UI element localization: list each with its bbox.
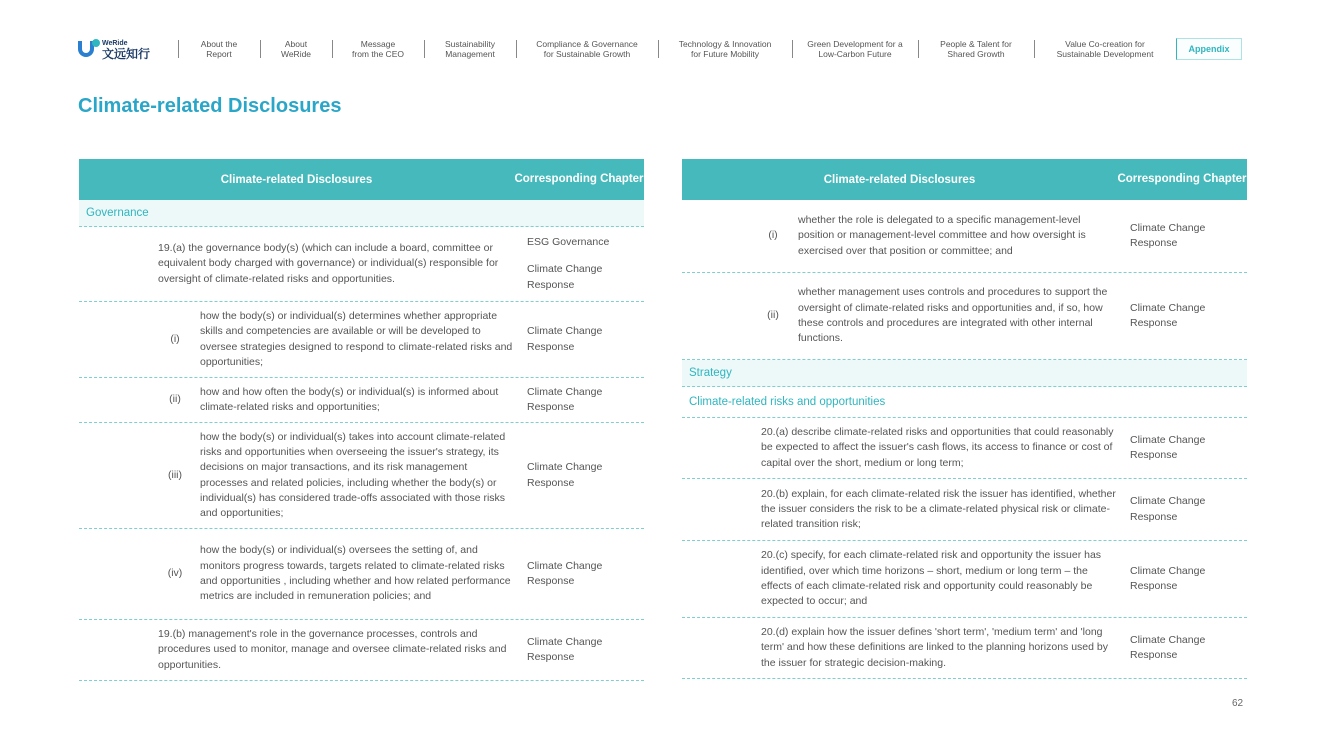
nav-label-line: Shared Growth	[947, 49, 1005, 59]
row-text: how and how often the body(s) or individual(s) is informed about climate-related risks and opportunities;	[200, 385, 499, 413]
table-header	[79, 159, 644, 200]
chapter-link[interactable]: Climate Change Response	[527, 635, 603, 663]
header-chapter: Corresponding Chapter	[514, 173, 644, 185]
nav-label-line: Green Development for a	[807, 39, 903, 49]
nav-item-5[interactable]	[658, 38, 792, 60]
section-governance: Governance	[79, 200, 644, 227]
nav-label-line: for Sustainable Growth	[543, 49, 631, 59]
row-number: (iii)	[168, 468, 182, 481]
table-row	[79, 423, 644, 529]
chapter-link[interactable]: Climate Change Response	[527, 263, 603, 291]
nav-label-line: from the CEO	[352, 49, 404, 59]
chapter-navigation	[178, 38, 1242, 60]
nav-label-line: Sustainable Development	[1056, 49, 1154, 59]
nav-item-appendix[interactable]	[1176, 38, 1242, 60]
nav-label-line: About	[284, 39, 308, 49]
nav-item-7[interactable]	[918, 38, 1034, 60]
row-text: 20.(c) specify, for each climate-related risk and opportunity the issuer has identified, over which time horizons – short, medium or long term – the effects of each climate-related risk and opportunity could reasonably be expected to occur; and	[761, 549, 1102, 608]
section-climate-risks: Climate-related risks and opportunities	[682, 387, 1247, 418]
chapter-link[interactable]: Climate Change Response	[1130, 301, 1206, 329]
disclosures-table-right	[682, 159, 1247, 679]
row-text: 20.(a) describe climate-related risks and opportunities that could reasonably be expected to affect the issuer's cash flows, its access to finance or cost of capital over the short, medium or long term;	[761, 426, 1114, 469]
table-header	[682, 159, 1247, 200]
table-row	[682, 541, 1247, 618]
chapter-link[interactable]: Climate Change Response	[1130, 221, 1206, 249]
logo-chinese-text: 文远知行	[102, 47, 151, 61]
page-number: 62	[1232, 698, 1244, 709]
row-number: (i)	[768, 229, 778, 242]
chapter-link[interactable]: Climate Change Response	[527, 559, 603, 587]
chapter-link[interactable]: Climate Change Response	[1130, 495, 1206, 523]
table-row	[682, 479, 1247, 541]
nav-label-line: Compliance & Governance	[536, 39, 638, 49]
row-number: (iv)	[167, 567, 183, 580]
row-text: 19.(b) management's role in the governance processes, controls and procedures used to monitor, manage and oversee climate-related risks and opportunities.	[158, 628, 507, 671]
nav-label-line: Appendix	[1188, 44, 1230, 54]
nav-item-4[interactable]	[516, 38, 658, 60]
weride-logo[interactable]	[78, 38, 150, 62]
table-row	[79, 302, 644, 378]
nav-label-line: Technology & Innovation	[678, 39, 772, 49]
logo-english-text: WeRide	[102, 40, 128, 47]
weride-logo-icon	[78, 39, 100, 61]
chapter-link[interactable]: Climate Change Response	[1130, 564, 1206, 592]
nav-label-line: About the	[200, 39, 238, 49]
row-number: (i)	[170, 332, 180, 345]
table-row	[682, 618, 1247, 679]
nav-label-line: WeRide	[280, 49, 312, 59]
disclosures-table-left	[79, 159, 644, 681]
chapter-link[interactable]: ESG Governance	[527, 236, 610, 248]
nav-item-1[interactable]	[260, 38, 332, 60]
row-text: 20.(b) explain, for each climate-related risk the issuer has identified, whether the issuer considers the risk to be a climate-related physical risk or climate-related transition risk;	[761, 487, 1116, 531]
row-text: how the body(s) or individual(s) takes into account climate-related risks and opportunities when overseeing the issuer's strategy, its decisions on major transactions, and its risk management processes and related policies, including whether the body(s) or individual(s) has considered trade-offs associated with those risks and opportunities;	[200, 430, 506, 520]
nav-label-line: Low-Carbon Future	[818, 49, 892, 59]
chapter-link[interactable]: Climate Change Response	[527, 325, 603, 353]
nav-label-line: Sustainability	[444, 39, 496, 49]
chapter-link[interactable]: Climate Change Response	[527, 461, 603, 489]
table-row	[79, 227, 644, 302]
nav-label-line: People & Talent for	[940, 39, 1012, 49]
row-number: (ii)	[767, 309, 779, 322]
nav-label-line: Value Co-creation for	[1065, 39, 1145, 49]
nav-item-0[interactable]	[178, 38, 260, 60]
table-row	[79, 620, 644, 681]
nav-label-line: for Future Mobility	[690, 49, 760, 59]
row-text: how the body(s) or individual(s) oversees the setting of, and monitors progress towards, targets related to climate-related risks and opportunities , including whether and how related performance metrics are included in remuneration policies; and	[200, 544, 511, 603]
chapter-link[interactable]: Climate Change Response	[1130, 633, 1206, 661]
header-chapter: Corresponding Chapter	[1117, 173, 1247, 185]
nav-item-3[interactable]	[424, 38, 516, 60]
table-row	[79, 378, 644, 423]
table-row	[682, 200, 1247, 273]
nav-label-line: Report	[206, 49, 232, 59]
row-number: (ii)	[169, 393, 181, 406]
row-text: 19.(a) the governance body(s) (which can include a board, committee or equivalent body charged with governance) or individual(s) responsible for oversight of climate-related risks and opportunities.	[158, 242, 499, 285]
nav-item-2[interactable]	[332, 38, 424, 60]
chapter-link[interactable]: Climate Change Response	[527, 385, 603, 413]
header-disclosures: Climate-related Disclosures	[220, 173, 373, 186]
nav-label-line: Message	[360, 39, 396, 49]
table-row	[682, 418, 1247, 479]
table-row	[682, 273, 1247, 360]
top-navigation-bar	[0, 0, 1324, 70]
page-title: Climate-related Disclosures	[78, 95, 342, 117]
row-text: how the body(s) or individual(s) determines whether appropriate skills and competencies are available or will be developed to oversee strategies designed to respond to climate-related risks and opportunities;	[200, 309, 513, 368]
section-strategy: Strategy	[682, 360, 1247, 387]
nav-label-line: Management	[445, 49, 495, 59]
row-text: whether the role is delegated to a specific management-level position or management-level committee and how oversight is exercised over that position or committee; and	[798, 214, 1086, 257]
nav-item-8[interactable]	[1034, 38, 1176, 60]
nav-item-6[interactable]	[792, 38, 918, 60]
chapter-link[interactable]: Climate Change Response	[1130, 433, 1206, 461]
row-text: 20.(d) explain how the issuer defines 'short term', 'medium term' and 'long term' and how these definitions are linked to the planning horizons used by the issuer for strategic decision-making.	[761, 626, 1108, 669]
header-disclosures: Climate-related Disclosures	[823, 173, 976, 186]
table-row	[79, 529, 644, 620]
row-text: whether management uses controls and procedures to support the oversight of climate-related risks and opportunities and, if so, how these controls and procedures are integrated with other internal functions.	[798, 286, 1108, 345]
